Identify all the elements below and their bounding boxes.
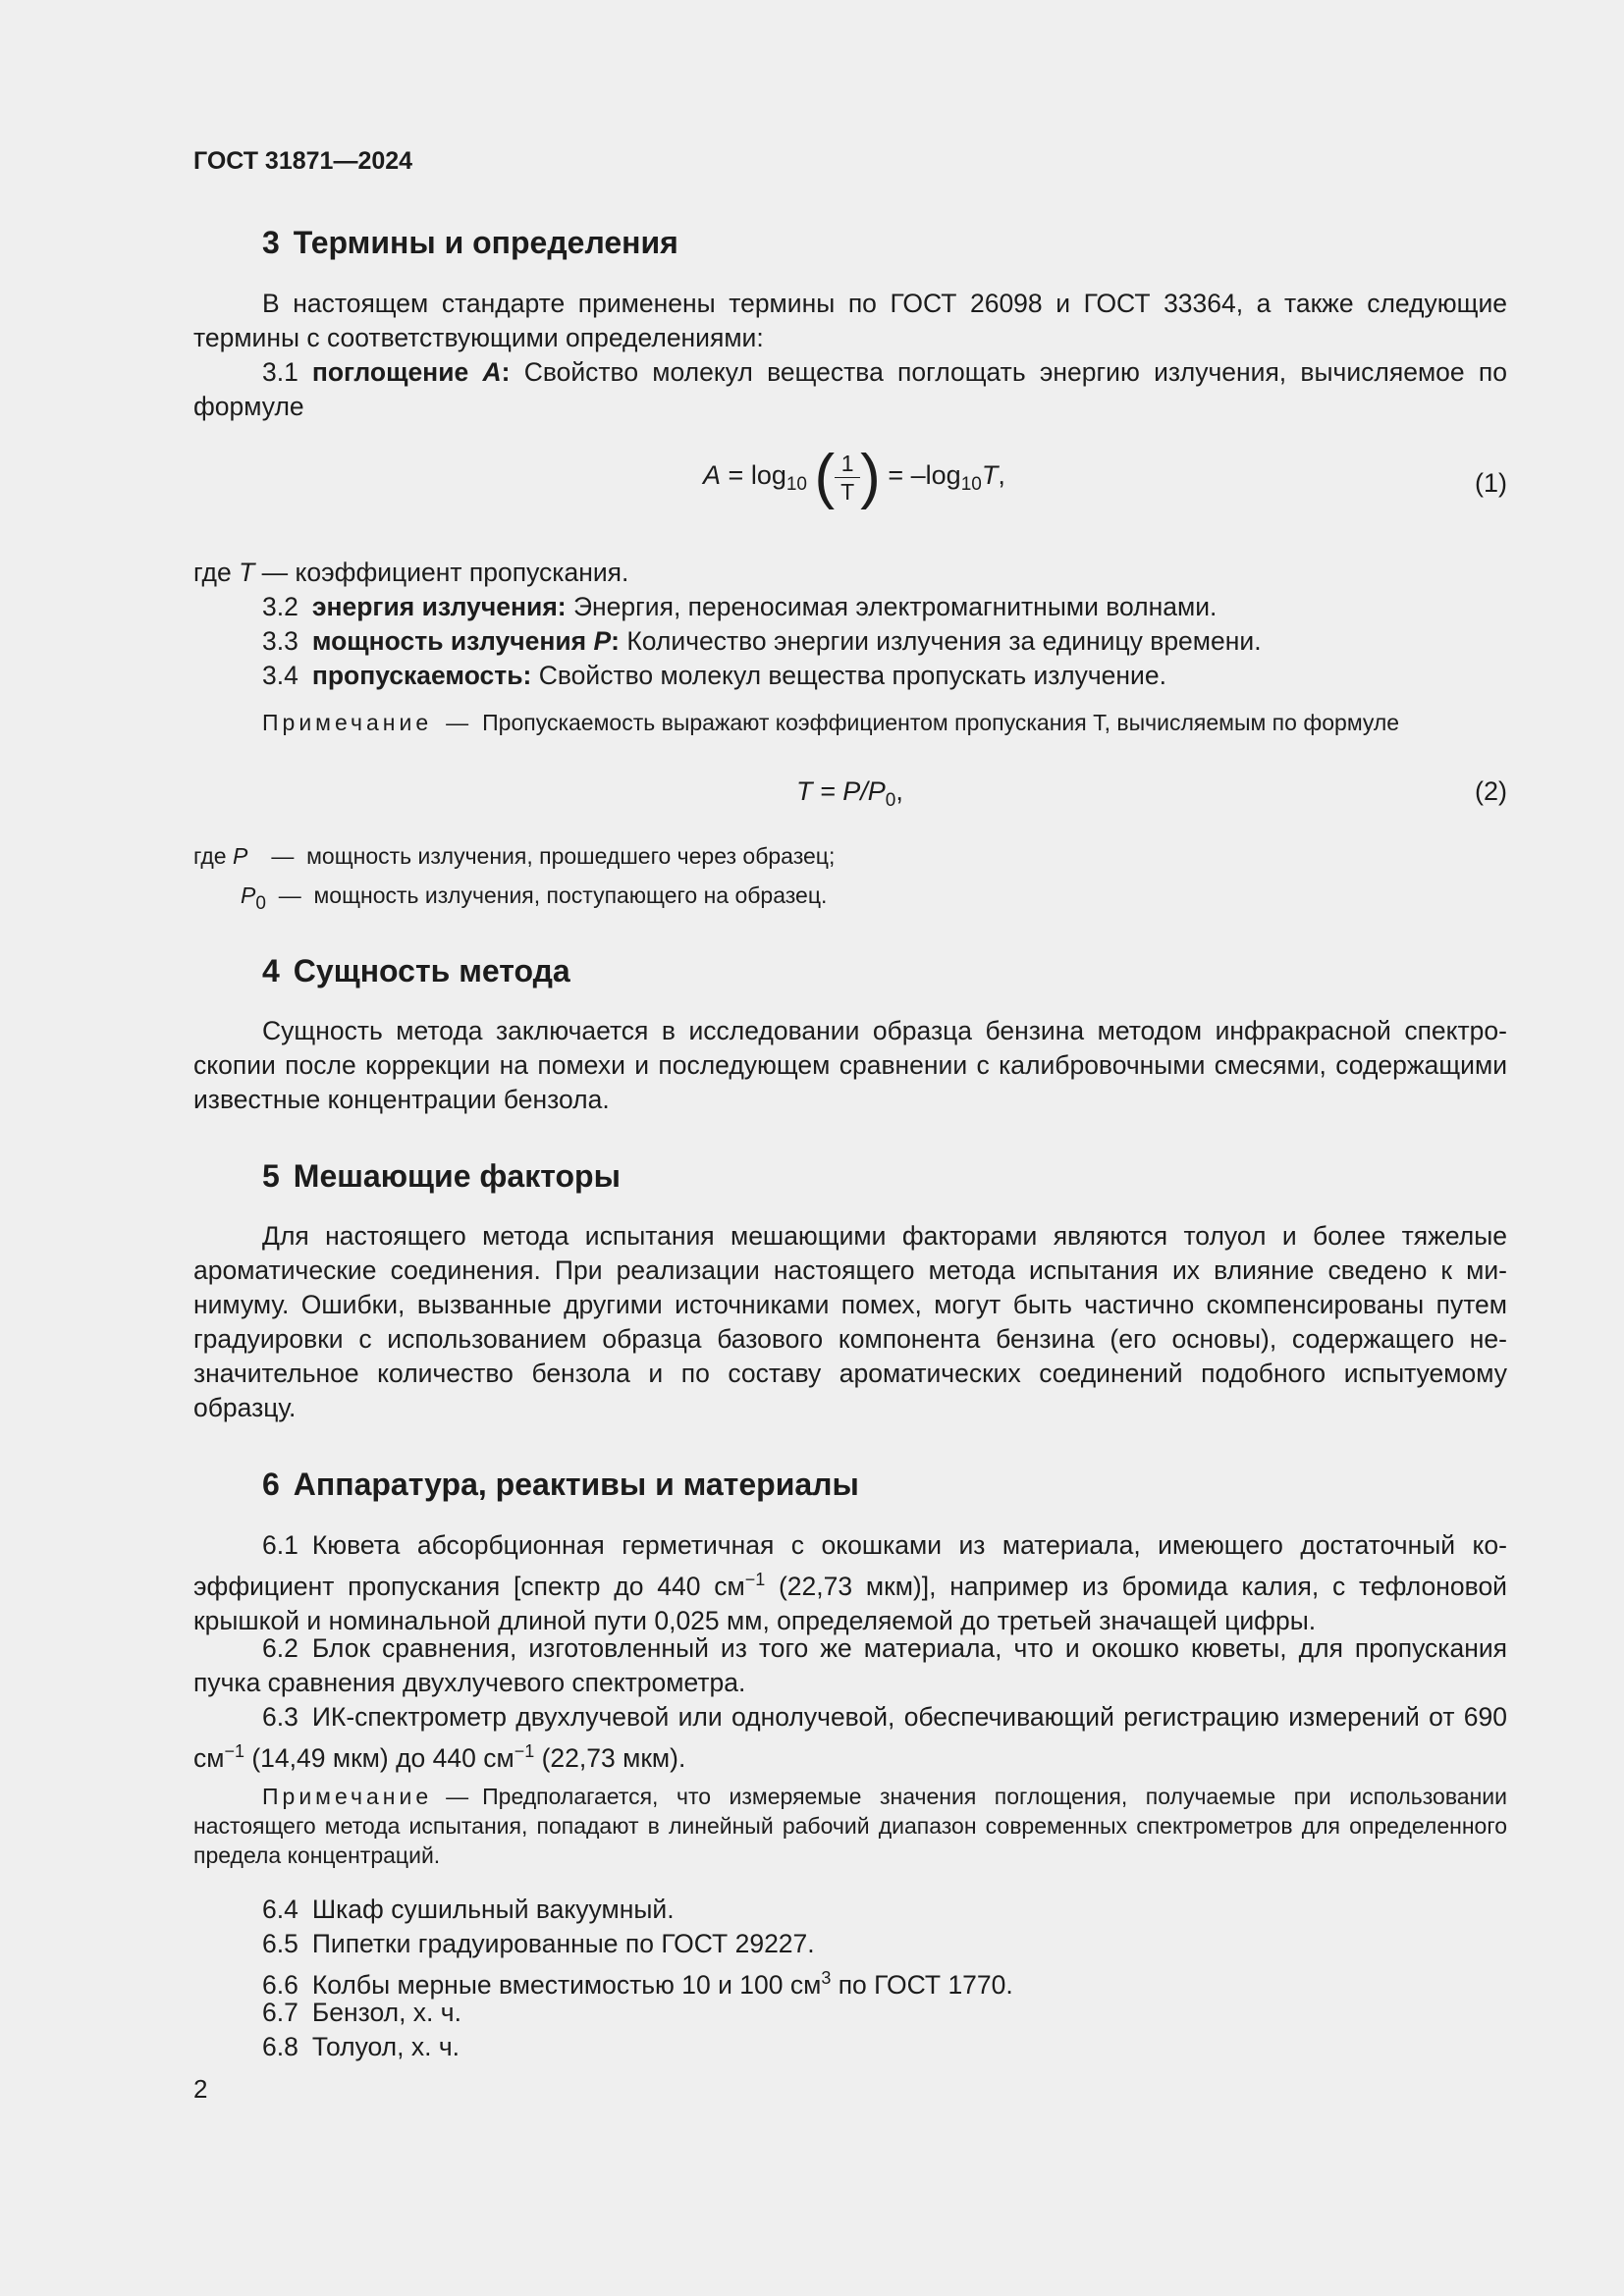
where-dash: — — [278, 882, 301, 908]
item-superscript: −1 — [224, 1741, 244, 1761]
where-variable: P — [232, 843, 248, 869]
term-definition: Свойство молекул вещества поглощать энергию излучения, вычисляемое по формуле — [193, 357, 1507, 421]
fraction-denominator: T — [840, 478, 855, 505]
section-4-text: Сущность метода заключается в исследовании образца бензина методом инфракрасной спектроскопии после коррекции на помехи и последующем сравнении с калибровочными смесями, содержащими известные концентрации бензола. — [193, 1016, 1507, 1114]
fraction — [835, 450, 860, 506]
item-text: Толуол, х. ч. — [311, 2032, 460, 2061]
section-title: Аппаратура, реактивы и материалы — [293, 1467, 859, 1502]
formula-neg-log: –log — [910, 460, 961, 491]
item-text-end: по ГОСТ 1770. — [831, 1970, 1013, 2000]
note-text: Предполагается, что измеряемые значения поглощения, получаемые при использовании настоящего метода испытания, попадают в линейный рабочий диапазон современных спектрометров для определенного предела концентраций. — [193, 1784, 1507, 1868]
where-word: где — [193, 843, 227, 869]
note-text: Пропускаемость выражают коэффициентом пропускания T, вычисляемым по формуле — [482, 710, 1400, 735]
equation-number-2: (2) — [1475, 776, 1507, 806]
section-3-heading — [262, 225, 678, 261]
section-title: Мешающие факторы — [293, 1158, 621, 1194]
item-number: 6.6 — [262, 1970, 298, 2000]
formula-equals-2: = — [888, 460, 904, 491]
term-name: мощность излучения P: — [311, 626, 620, 656]
item-text: Кювета абсорбционная герметичная с окошками из материала, имеющего достаточный коэффициент пропускания [спектр до 440 см — [193, 1530, 1507, 1601]
item-text-cont: (14,49 мкм) до 440 см — [244, 1743, 514, 1773]
item-superscript: 3 — [821, 1968, 832, 1988]
term-definition: Энергия, переносимая электромагнитными волнами. — [572, 592, 1218, 621]
section-4-heading — [262, 953, 570, 989]
term-definition: Количество энергии излучения за единицу времени. — [626, 626, 1262, 656]
item-number: 6.8 — [262, 2032, 298, 2061]
where-text: мощность излучения, поступающего на образец. — [313, 882, 828, 908]
item-text: ИК-спектрометр двухлучевой или однолучевой, обеспечивающий регистрацию измерений от 690 см — [193, 1702, 1507, 1773]
item-number: 6.2 — [262, 1633, 298, 1663]
note-label: Примечание — [262, 710, 433, 735]
formula-comma: , — [998, 460, 1005, 491]
note-dash: — — [446, 710, 469, 735]
term-name: поглощение A: — [311, 357, 511, 387]
section-number: 5 — [262, 1158, 280, 1194]
term-number: 3.4 — [262, 661, 298, 690]
item-text: Шкаф сушильный вакуумный. — [311, 1895, 675, 1924]
note-6 — [193, 1782, 1507, 1870]
note-3 — [262, 708, 1399, 737]
formula-2 — [796, 776, 903, 812]
document-header: ГОСТ 31871—2024 — [193, 147, 413, 175]
term-3-4 — [262, 659, 1166, 693]
term-3-3 — [262, 624, 1262, 659]
item-number: 6.1 — [262, 1530, 298, 1560]
where-subscript: 0 — [255, 893, 266, 914]
note-label: Примечание — [262, 1784, 433, 1809]
where-variable: P — [241, 882, 256, 908]
fraction-numerator: 1 — [840, 450, 854, 476]
item-text: Блок сравнения, изготовленный из того же материала, что и окошко кюветы, для пропускания пучка сравнения двухлучевого спектрометра. — [193, 1633, 1507, 1697]
where-variable: T — [239, 558, 255, 587]
section-number: 4 — [262, 953, 280, 988]
item-number: 6.4 — [262, 1895, 298, 1924]
where-word: где — [193, 558, 232, 587]
term-name: энергия излучения: — [311, 592, 567, 621]
item-6-8 — [262, 2030, 460, 2064]
item-6-5 — [262, 1927, 815, 1961]
formula-var-a: A — [703, 460, 722, 491]
formula-log-base: 10 — [785, 474, 807, 496]
item-6-4 — [262, 1893, 675, 1927]
section-title: Сущность метода — [293, 953, 570, 988]
where-clause-2-line-1 — [193, 841, 835, 871]
item-text: Колбы мерные вместимостью 10 и 100 см — [311, 1970, 822, 2000]
formula-subscript: 0 — [885, 790, 896, 811]
term-number: 3.3 — [262, 626, 298, 656]
term-number: 3.2 — [262, 592, 298, 621]
section-number: 3 — [262, 225, 280, 260]
formula-expression: T = P/P — [796, 776, 886, 806]
page-number: 2 — [193, 2074, 208, 2104]
where-text: мощность излучения, прошедшего через образец; — [306, 843, 836, 869]
equation-number-1: (1) — [1475, 468, 1507, 498]
item-text: Пипетки градуированные по ГОСТ 29227. — [311, 1929, 815, 1958]
formula-comma: , — [895, 776, 903, 806]
term-3-2 — [262, 590, 1217, 624]
where-clause-1 — [193, 556, 628, 590]
item-6-1 — [193, 1528, 1507, 1638]
section-3-intro: В настоящем стандарте применены термины по ГОСТ 26098 и ГОСТ 33364, а также следующие термины с соответствующими определениями: — [193, 289, 1507, 352]
item-text: Бензол, х. ч. — [311, 1998, 461, 2027]
item-text-end: (22,73 мкм). — [534, 1743, 686, 1773]
section-title: Термины и определения — [293, 225, 678, 260]
formula-equals: = — [728, 460, 744, 491]
item-6-7 — [262, 1996, 461, 2030]
item-6-2 — [193, 1631, 1507, 1700]
term-3-1 — [193, 355, 1507, 424]
section-number: 6 — [262, 1467, 280, 1502]
formula-var-t: T — [981, 460, 999, 491]
note-dash: — — [446, 1784, 469, 1809]
formula-1 — [703, 443, 1005, 510]
where-text: — коэффициент пропускания. — [261, 558, 629, 587]
where-clause-2-line-2 — [241, 881, 827, 919]
formula-log-base-2: 10 — [960, 474, 982, 496]
item-superscript: −1 — [744, 1570, 766, 1589]
term-definition: Свойство молекул вещества пропускать излучение. — [538, 661, 1166, 690]
term-name: пропускаемость: — [311, 661, 532, 690]
left-paren: ( — [814, 443, 836, 510]
item-number: 6.3 — [262, 1702, 298, 1732]
item-text-cont: (22,73 мкм)], например из бромида калия, с тефлоновой крышкой и номинальной длиной пути 0,025 мм, определяемой до третьей значащей цифры. — [193, 1572, 1507, 1635]
term-number: 3.1 — [262, 357, 298, 387]
item-number: 6.5 — [262, 1929, 298, 1958]
where-dash: — — [271, 843, 295, 869]
item-superscript-2: −1 — [514, 1741, 535, 1761]
section-6-heading — [262, 1467, 859, 1503]
section-5-text: Для настоящего метода испытания мешающими факторами являются толуол и более тяжелые ароматические соединения. При реализации настоящего метода испытания их влияние сведено к минимуму. Ошибки, вызванные другими источниками помех, могут быть частично скомпенсированы путем градуировки с использованием образца базового компонента бензина (его основы), содержащего незначительное количество бензола и по составу ароматических соединений подобного испытуемому образцу. — [193, 1221, 1507, 1422]
section-5-heading — [262, 1158, 621, 1195]
right-paren: ) — [860, 443, 881, 510]
formula-log: log — [750, 460, 786, 491]
item-number: 6.7 — [262, 1998, 298, 2027]
item-6-3 — [193, 1700, 1507, 1776]
